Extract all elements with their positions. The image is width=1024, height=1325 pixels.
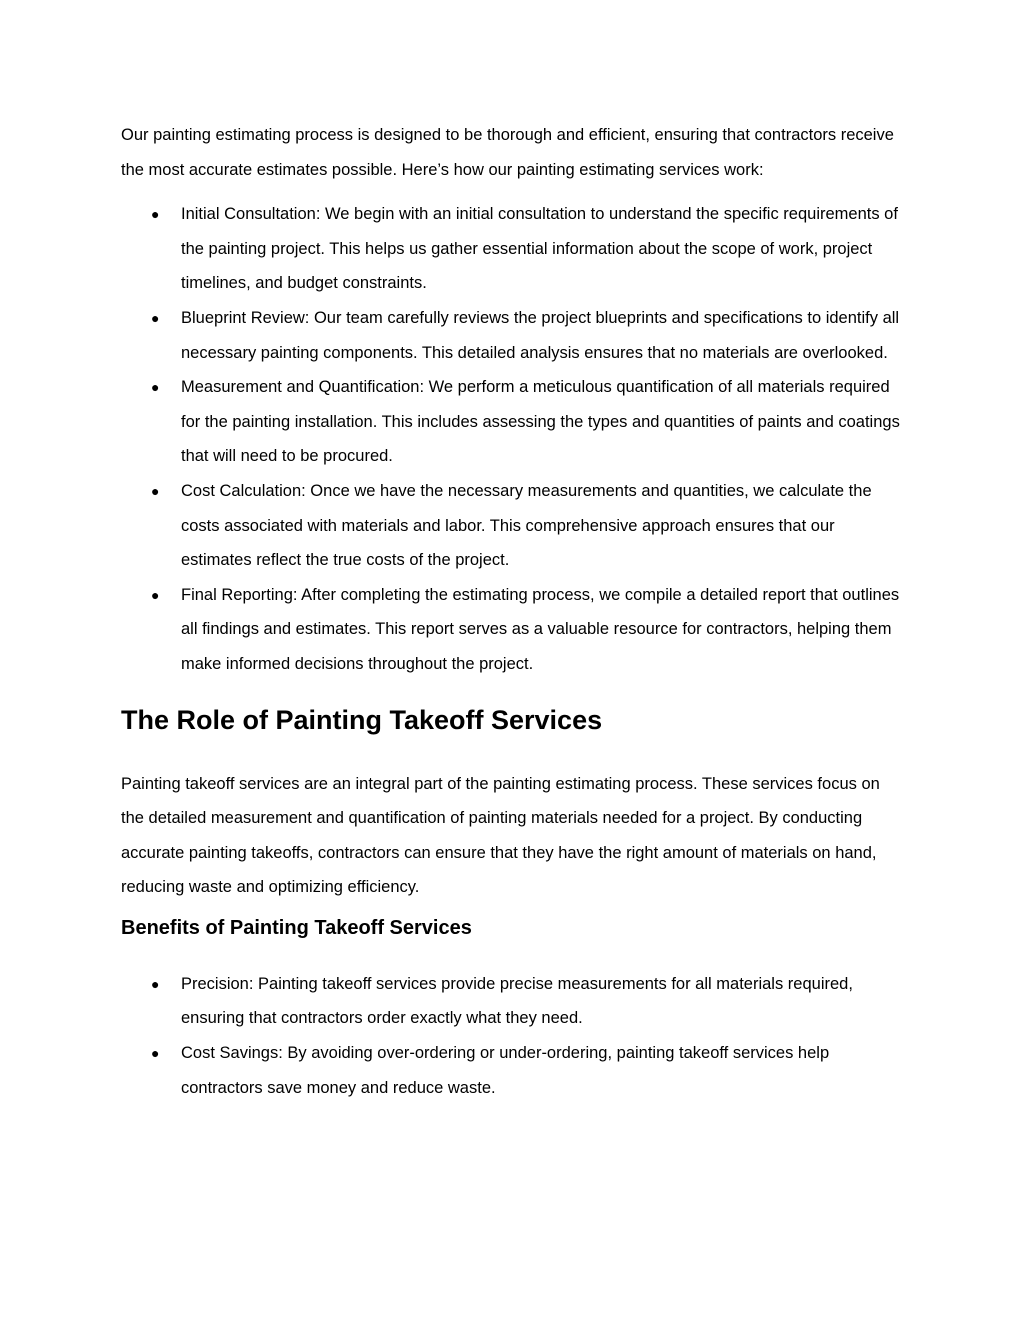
- list-item-text: Cost Calculation: Once we have the necessary measurements and quantities, we calculate the costs associated with materials and labor. This comprehensive approach ensures that our estimates reflect the true costs of the project.: [181, 481, 872, 570]
- list-item-text: Final Reporting: After completing the estimating process, we compile a detailed report that outlines all findings and estimates. This report serves as a valuable resource for contractors, helping them make informed decisions throughout the project.: [181, 585, 900, 673]
- document-page: [121, 118, 901, 1105]
- list-item-text: Measurement and Quantification: We perform a meticulous quantification of all materials required for the painting installation. This includes assessing the types and quantities of paints and coatings that will need to be procured.: [181, 378, 900, 466]
- list-item-text: Precision: Painting takeoff services provide precise measurements for all materials required, ensuring that contractors order exactly what they need.: [181, 974, 853, 1028]
- list-item-text: Cost Savings: By avoiding over-ordering or under-ordering, painting takeoff services help contractors save money and reduce waste.: [181, 1044, 830, 1097]
- bullet-icon: ●: [151, 586, 160, 603]
- list-item-text: Blueprint Review: Our team carefully reviews the project blueprints and specifications to identify all necessary painting components. This detailed analysis ensures that no materials are overlooked.: [181, 308, 900, 362]
- list-item: [121, 967, 901, 1036]
- list-item: [121, 197, 901, 301]
- bullet-icon: ●: [151, 206, 160, 223]
- bullet-icon: ●: [151, 975, 160, 992]
- benefits-heading: Benefits of Painting Takeoff Services: [121, 916, 472, 939]
- list-item: [121, 474, 901, 578]
- list-item: [121, 370, 901, 474]
- list-item: [121, 578, 901, 682]
- list-item: [121, 301, 901, 370]
- intro-paragraph: Our painting estimating process is designed to be thorough and efficient, ensuring that contractors receive the most accurate estimates possible. Here’s how our painting estimating services work:: [121, 126, 894, 179]
- bullet-icon: ●: [151, 309, 160, 326]
- bullet-icon: ●: [151, 379, 160, 396]
- list-item-text: Initial Consultation: We begin with an initial consultation to understand the specific requirements of the painting project. This helps us gather essential information about the scope of work, project timelines, and budget constraints.: [181, 205, 898, 293]
- section-paragraph: Painting takeoff services are an integral part of the painting estimating process. These services focus on the detailed measurement and quantification of painting materials needed for a project. By conducting accurate painting takeoffs, contractors can ensure that they have the right amount of materials on hand, reducing waste and optimizing efficiency.: [121, 774, 880, 897]
- bullet-icon: ●: [151, 1045, 160, 1062]
- list-item: [121, 1036, 901, 1105]
- bullet-icon: ●: [151, 482, 160, 499]
- section-heading: The Role of Painting Takeoff Services: [121, 704, 603, 735]
- benefits-list: [121, 967, 901, 1105]
- process-steps-list: [121, 197, 901, 681]
